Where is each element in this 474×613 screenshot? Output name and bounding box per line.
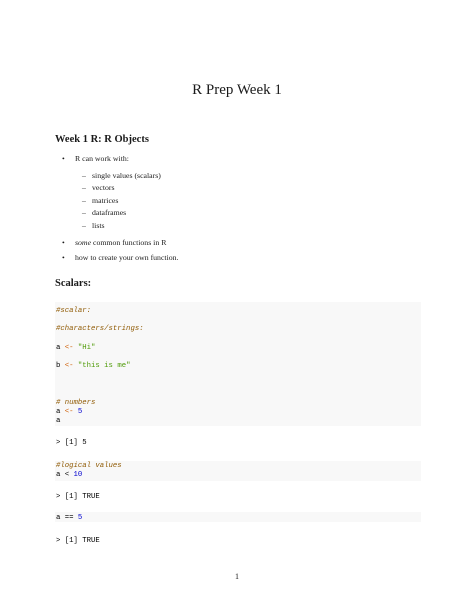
bullet-text: how to create your own function. <box>75 253 179 262</box>
dash-glyph: – <box>82 183 86 192</box>
code-line-b-string: b <- "this is me" <box>56 362 131 370</box>
dash-glyph: – <box>82 196 86 205</box>
page-number: 1 <box>235 572 239 581</box>
code-line-a-number: a <- 5 <box>56 408 83 416</box>
code-output-true-1: > [1] TRUE <box>56 493 100 501</box>
code-line-a-print: a <box>56 417 61 425</box>
dash-glyph: – <box>82 171 86 180</box>
bullet-glyph: • <box>62 253 65 262</box>
document-title: R Prep Week 1 <box>192 82 282 98</box>
emphasis-text: some <box>75 238 92 247</box>
code-line-a-hi: a <- "Hi" <box>56 344 96 352</box>
bullet-glyph: • <box>62 154 65 163</box>
code-output-true-2: > [1] TRUE <box>56 537 100 545</box>
code-comment-logical: #logical values <box>56 462 122 470</box>
code-line-a-less-than: a < 10 <box>56 471 83 479</box>
code-comment-numbers: # numbers <box>56 399 96 407</box>
section-heading-scalars: Scalars: <box>55 278 92 289</box>
section-heading-r-objects: Week 1 R: R Objects <box>55 134 149 145</box>
code-block-equality <box>55 512 421 522</box>
dash-glyph: – <box>82 208 86 217</box>
code-comment-scalar: #scalar: <box>56 307 92 315</box>
dash-glyph: – <box>82 221 86 230</box>
bullet-text: R can work with: <box>75 154 129 163</box>
code-comment-strings: #characters/strings: <box>56 325 144 333</box>
code-output-5: > [1] 5 <box>56 439 87 447</box>
bullet-glyph: • <box>62 238 65 247</box>
code-line-a-equals: a == 5 <box>56 514 83 522</box>
bullet-text: common functions in R <box>91 238 167 247</box>
